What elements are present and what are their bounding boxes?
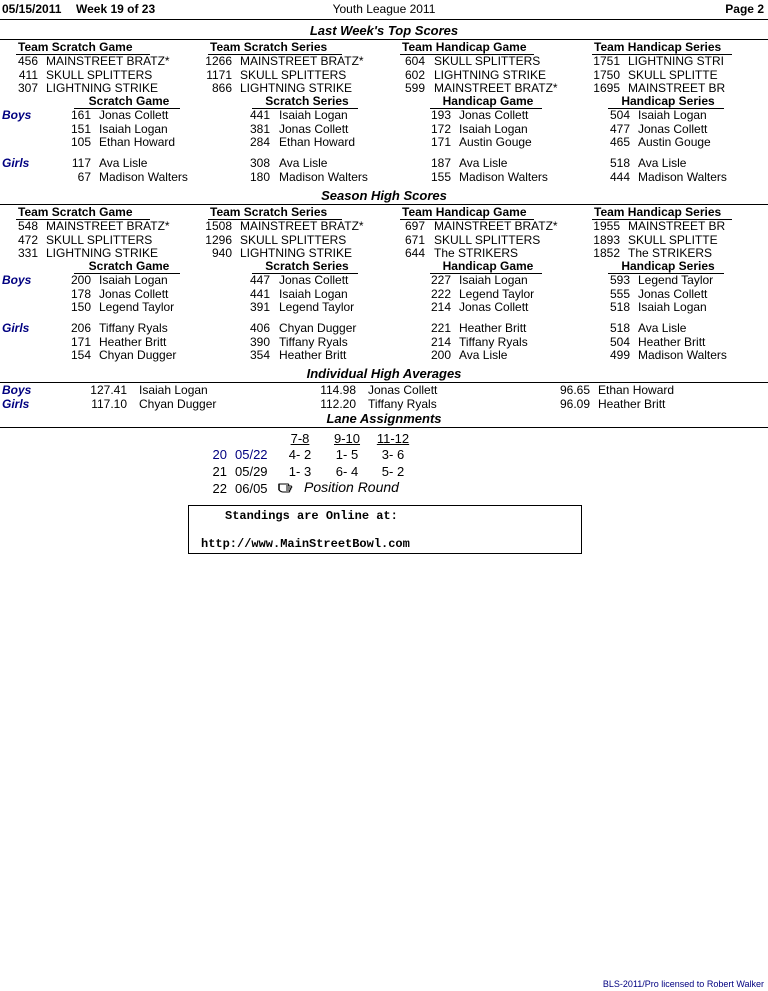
week-indicator: Week 19 of 23 xyxy=(76,2,156,16)
bowler-name: Jonas Collett xyxy=(638,121,708,136)
page-number: Page 2 xyxy=(725,2,764,16)
bowler-name: Madison Walters xyxy=(638,169,727,184)
score: 161 xyxy=(70,108,91,122)
team-score: 1266 xyxy=(205,54,232,68)
team-header: Team Scratch Game xyxy=(18,40,133,54)
bowler-name: Legend Taylor xyxy=(99,300,175,314)
team-score: 548 xyxy=(17,219,38,233)
average-value: 112.20 xyxy=(320,397,356,411)
bowler-name: Ethan Howard xyxy=(279,135,356,149)
bowler-name: Isaiah Logan xyxy=(99,273,168,287)
score: 222 xyxy=(430,286,451,301)
score: 171 xyxy=(70,334,91,349)
team-score: 1751 xyxy=(593,54,620,68)
bowler-name: Austin Gouge xyxy=(638,135,711,149)
score: 444 xyxy=(609,169,630,184)
score: 381 xyxy=(249,121,270,136)
lane-row-date: 05/29 xyxy=(235,464,268,479)
team-name: MAINSTREET BRATZ* xyxy=(46,219,170,233)
standings-notice xyxy=(188,505,582,554)
score: 67 xyxy=(77,169,91,184)
team-name: SKULL SPLITTERS xyxy=(240,232,347,247)
lane-pair: 6- 4 xyxy=(335,464,359,479)
team-score: 866 xyxy=(211,81,232,95)
team-score: 307 xyxy=(17,81,38,95)
team-name: SKULL SPLITTE xyxy=(628,67,718,82)
score: 117 xyxy=(71,156,91,170)
individual-header: Handicap Series xyxy=(621,94,715,108)
team-score: 1171 xyxy=(206,67,232,82)
score: 151 xyxy=(70,121,91,136)
team-name: SKULL SPLITTERS xyxy=(240,67,347,82)
score: 441 xyxy=(249,286,270,301)
score: 214 xyxy=(430,300,451,314)
team-name: SKULL SPLITTERS xyxy=(46,232,153,247)
team-score: 472 xyxy=(17,232,38,247)
score: 154 xyxy=(70,348,91,362)
team-name: MAINSTREET BRATZ* xyxy=(434,81,558,95)
bowler-name: Jonas Collett xyxy=(368,383,438,397)
lane-pair: 4- 2 xyxy=(288,447,312,462)
team-header: Team Scratch Series xyxy=(210,40,328,54)
score: 477 xyxy=(609,121,630,136)
lane-row-date: 05/22 xyxy=(235,447,268,462)
score: 391 xyxy=(249,300,270,314)
bowler-name: Tiffany Ryals xyxy=(99,321,168,335)
team-score: 697 xyxy=(404,219,425,233)
team-name: LIGHTNING STRI xyxy=(628,54,725,68)
bowler-name: Ethan Howard xyxy=(598,383,675,397)
team-score: 1750 xyxy=(593,67,620,82)
lane-header-9-10: 9-10 xyxy=(333,431,361,446)
lane-row-week: 20 xyxy=(212,447,227,462)
score: 193 xyxy=(430,108,451,122)
bowler-name: Ava Lisle xyxy=(459,156,508,170)
team-score: 331 xyxy=(17,246,38,260)
team-name: LIGHTNING STRIKE xyxy=(240,81,353,95)
team-score: 602 xyxy=(404,67,425,82)
team-score: 1893 xyxy=(593,232,620,247)
team-score: 456 xyxy=(17,54,38,68)
position-round-label: Position Round xyxy=(304,479,399,495)
lane-row-week: 21 xyxy=(212,464,227,479)
team-header: Team Scratch Game xyxy=(18,205,133,219)
team-name: The STRIKERS xyxy=(434,246,519,260)
lane-header-11-12: 11-12 xyxy=(376,431,410,446)
score: 447 xyxy=(249,273,270,287)
bowler-name: Isaiah Logan xyxy=(279,108,348,122)
bowler-name: Austin Gouge xyxy=(459,135,532,149)
bowler-name: Jonas Collett xyxy=(99,108,169,122)
lane-row-week: 22 xyxy=(212,481,227,496)
bowler-name: Heather Britt xyxy=(598,397,666,411)
score: 518 xyxy=(609,300,630,314)
individual-header: Scratch Game xyxy=(88,94,170,108)
team-name: LIGHTNING STRIKE xyxy=(46,246,159,260)
individual-header: Handicap Game xyxy=(442,259,534,273)
bowler-name: Ethan Howard xyxy=(99,135,176,149)
bowler-name: Madison Walters xyxy=(459,169,548,184)
score: 593 xyxy=(609,273,630,287)
team-name: SKULL SPLITTERS xyxy=(434,232,541,247)
last-week-title: Last Week's Top Scores xyxy=(309,23,459,38)
team-score: 644 xyxy=(404,246,425,260)
bowler-name: Chyan Dugger xyxy=(99,348,177,362)
bowler-name: Jonas Collett xyxy=(279,121,349,136)
individual-header: Handicap Game xyxy=(442,94,534,108)
header-divider xyxy=(0,19,768,20)
lanes-divider xyxy=(0,427,768,428)
team-header: Team Handicap Game xyxy=(402,205,527,219)
team-score: 1508 xyxy=(205,219,232,233)
bowler-name: Ava Lisle xyxy=(279,156,328,170)
averages-title: Individual High Averages xyxy=(306,366,462,381)
bowler-name: Ava Lisle xyxy=(99,156,148,170)
score: 227 xyxy=(430,273,451,287)
score: 155 xyxy=(430,169,451,184)
girls-label: Girls xyxy=(2,156,30,170)
license-footer: BLS-2011/Pro licensed to Robert Walker xyxy=(602,979,764,989)
score: 221 xyxy=(430,321,451,335)
team-name: MAINSTREET BRATZ* xyxy=(240,219,364,233)
girls-label: Girls xyxy=(2,321,30,335)
team-name: SKULL SPLITTERS xyxy=(434,54,541,68)
score: 214 xyxy=(430,334,451,349)
average-value: 96.09 xyxy=(559,397,590,411)
bowler-name: Jonas Collett xyxy=(638,286,708,301)
bowler-name: Ava Lisle xyxy=(638,156,687,170)
bowler-name: Legend Taylor xyxy=(279,300,355,314)
score: 187 xyxy=(430,156,451,170)
score: 390 xyxy=(249,334,270,349)
bowler-name: Legend Taylor xyxy=(459,286,535,301)
bowler-name: Tiffany Ryals xyxy=(368,397,437,411)
score: 284 xyxy=(249,135,270,149)
team-name: The STRIKERS xyxy=(628,246,713,260)
score: 172 xyxy=(430,121,451,136)
bowler-name: Legend Taylor xyxy=(638,273,714,287)
average-value: 117.10 xyxy=(91,397,127,411)
score: 441 xyxy=(249,108,270,122)
averages-boys-label: Boys xyxy=(2,383,32,397)
individual-header: Scratch Game xyxy=(88,259,170,273)
bowler-name: Ava Lisle xyxy=(459,348,508,362)
team-header: Team Scratch Series xyxy=(210,205,328,219)
individual-header: Scratch Series xyxy=(265,259,349,273)
average-value: 96.65 xyxy=(559,383,590,397)
team-name: MAINSTREET BR xyxy=(628,219,726,233)
bowler-name: Heather Britt xyxy=(99,334,167,349)
lane-pair: 5- 2 xyxy=(381,464,405,479)
score: 518 xyxy=(609,156,630,170)
bowler-name: Isaiah Logan xyxy=(638,108,707,122)
team-score: 1296 xyxy=(205,232,232,247)
score: 180 xyxy=(249,169,270,184)
boys-label: Boys xyxy=(2,108,32,122)
averages-girls-label: Girls xyxy=(2,397,30,411)
league-name: Youth League 2011 xyxy=(332,2,436,16)
lane-pair: 1- 3 xyxy=(288,464,312,479)
bowler-name: Jonas Collett xyxy=(459,300,529,314)
score: 406 xyxy=(249,321,270,335)
team-name: SKULL SPLITTE xyxy=(628,232,718,247)
team-name: MAINSTREET BRATZ* xyxy=(240,54,364,68)
team-score: 411 xyxy=(18,67,38,82)
lane-row-date: 06/05 xyxy=(235,481,268,496)
bowler-name: Isaiah Logan xyxy=(279,286,348,301)
team-score: 1695 xyxy=(593,81,620,95)
team-score: 599 xyxy=(404,81,425,95)
bowler-name: Isaiah Logan xyxy=(99,121,168,136)
team-score: 1852 xyxy=(593,246,620,260)
team-header: Team Handicap Series xyxy=(594,40,722,54)
average-value: 114.98 xyxy=(320,383,356,397)
lane-pair: 3- 6 xyxy=(381,447,405,462)
score: 171 xyxy=(430,135,451,149)
lanes-title: Lane Assignments xyxy=(326,411,442,426)
bowler-name: Chyan Dugger xyxy=(139,397,217,411)
average-value: 127.41 xyxy=(90,383,127,397)
bowler-name: Heather Britt xyxy=(638,334,706,349)
score: 105 xyxy=(70,135,91,149)
score: 354 xyxy=(249,348,270,362)
score: 308 xyxy=(249,156,270,170)
bowler-name: Heather Britt xyxy=(459,321,527,335)
score: 178 xyxy=(70,286,91,301)
bowler-name: Madison Walters xyxy=(638,348,727,362)
bowler-name: Isaiah Logan xyxy=(459,121,528,136)
team-name: MAINSTREET BR xyxy=(628,81,726,95)
team-name: LIGHTNING STRIKE xyxy=(240,246,353,260)
bowler-name: Isaiah Logan xyxy=(139,383,208,397)
individual-header: Scratch Series xyxy=(265,94,349,108)
score: 504 xyxy=(609,108,630,122)
team-score: 671 xyxy=(404,232,425,247)
lane-pair: 1- 5 xyxy=(335,447,359,462)
score: 200 xyxy=(430,348,451,362)
score: 200 xyxy=(70,273,91,287)
standings-url: http://www.MainStreetBowl.com xyxy=(201,537,410,551)
lane-header-7-8: 7-8 xyxy=(290,431,310,446)
report-date: 05/15/2011 xyxy=(2,2,62,16)
team-name: LIGHTNING STRIKE xyxy=(46,81,159,95)
score: 150 xyxy=(70,300,91,314)
score: 504 xyxy=(609,334,630,349)
team-name: MAINSTREET BRATZ* xyxy=(46,54,170,68)
bowler-name: Chyan Dugger xyxy=(279,321,357,335)
bowler-name: Ava Lisle xyxy=(638,321,687,335)
score: 465 xyxy=(609,135,630,149)
bowler-name: Madison Walters xyxy=(279,169,368,184)
team-header: Team Handicap Series xyxy=(594,205,722,219)
score: 555 xyxy=(609,286,630,301)
bowler-name: Heather Britt xyxy=(279,348,347,362)
boys-label: Boys xyxy=(2,273,32,287)
bowler-name: Tiffany Ryals xyxy=(459,334,528,349)
bowler-name: Tiffany Ryals xyxy=(279,334,348,349)
pointing-hand-icon xyxy=(278,480,298,497)
team-score: 1955 xyxy=(593,219,620,233)
bowler-name: Isaiah Logan xyxy=(459,273,528,287)
team-name: SKULL SPLITTERS xyxy=(46,67,153,82)
standings-notice-text: Standings are Online at: xyxy=(225,509,398,523)
team-header: Team Handicap Game xyxy=(402,40,527,54)
team-name: LIGHTNING STRIKE xyxy=(434,67,547,82)
bowler-name: Jonas Collett xyxy=(99,286,169,301)
score: 518 xyxy=(609,321,630,335)
bowler-name: Jonas Collett xyxy=(279,273,349,287)
team-name: MAINSTREET BRATZ* xyxy=(434,219,558,233)
team-score: 940 xyxy=(211,246,232,260)
season-title: Season High Scores xyxy=(321,188,447,203)
bowler-name: Isaiah Logan xyxy=(638,300,707,314)
bowler-name: Madison Walters xyxy=(99,169,188,184)
team-score: 604 xyxy=(404,54,425,68)
score: 206 xyxy=(70,321,91,335)
bowler-name: Jonas Collett xyxy=(459,108,529,122)
score: 499 xyxy=(609,348,630,362)
individual-header: Handicap Series xyxy=(621,259,715,273)
